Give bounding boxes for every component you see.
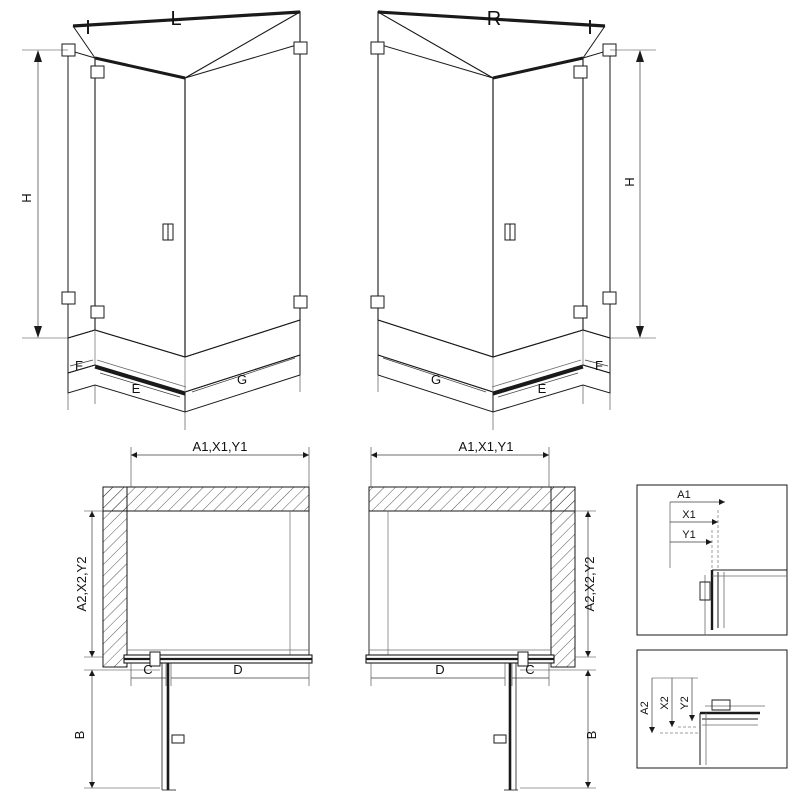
label-a1x1y1-left: A1,X1,Y1 bbox=[192, 439, 248, 454]
label-a2x2y2-right: A2,X2,Y2 bbox=[582, 556, 597, 612]
detail-top-labels bbox=[677, 489, 695, 541]
label-a2x2y2-left: A2,X2,Y2 bbox=[74, 556, 89, 612]
label-handing-left: L bbox=[170, 8, 182, 30]
left-hand-plan-view bbox=[84, 447, 312, 790]
label-detail-y2: Y2 bbox=[679, 696, 691, 710]
label-e-left: E bbox=[131, 381, 141, 396]
label-b-right: B bbox=[584, 730, 599, 740]
left-hand-perspective-view bbox=[22, 12, 307, 430]
label-detail-x1: X1 bbox=[682, 509, 696, 521]
label-d-right: D bbox=[435, 662, 445, 677]
left-plan-labels bbox=[72, 439, 247, 739]
right-view-labels bbox=[431, 8, 637, 396]
label-detail-y1: Y1 bbox=[682, 529, 696, 541]
label-handing-right: R bbox=[486, 8, 502, 30]
label-c-left: C bbox=[143, 662, 153, 677]
label-g-right: G bbox=[430, 372, 442, 387]
right-hand-plan-view bbox=[366, 447, 596, 790]
detail-horizontal-profile bbox=[637, 485, 787, 635]
label-detail-a2: A2 bbox=[639, 701, 651, 715]
label-f-right: F bbox=[595, 358, 603, 373]
label-a1x1y1-right: A1,X1,Y1 bbox=[458, 439, 514, 454]
label-d-left: D bbox=[233, 662, 243, 677]
label-e-right: E bbox=[537, 381, 547, 396]
label-b-left: B bbox=[72, 730, 87, 740]
label-detail-x2: X2 bbox=[659, 696, 671, 710]
detail-bottom-labels bbox=[639, 696, 691, 714]
label-g-left: G bbox=[236, 372, 248, 387]
label-c-right: C bbox=[525, 662, 535, 677]
label-height-h-right: H bbox=[622, 177, 637, 187]
right-hand-perspective-view bbox=[371, 12, 656, 430]
label-detail-a1: A1 bbox=[677, 489, 691, 501]
label-height-h-left: H bbox=[19, 193, 34, 203]
label-f-left: F bbox=[75, 358, 83, 373]
